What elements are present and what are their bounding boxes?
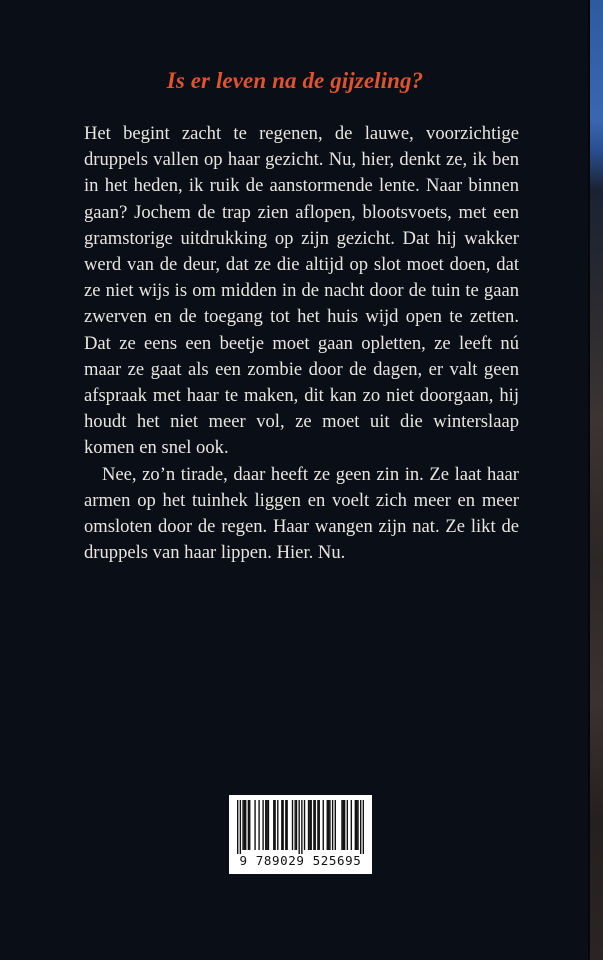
barcode-bar — [351, 800, 352, 850]
barcode-bar — [341, 800, 342, 850]
barcode-bar — [248, 800, 249, 850]
barcode-bar — [296, 800, 297, 850]
barcode-bar — [242, 800, 243, 850]
barcode-bar — [357, 800, 358, 850]
barcode-bar — [282, 800, 283, 850]
barcode-bar — [254, 800, 255, 850]
barcode-bar — [319, 800, 320, 850]
barcode-bar — [237, 800, 238, 854]
barcode-bar — [301, 800, 302, 854]
barcode-bar — [277, 800, 278, 850]
barcode-bar — [328, 800, 329, 850]
barcode-bar — [262, 800, 263, 850]
barcode-bar — [335, 800, 336, 850]
barcode-bar — [343, 800, 344, 850]
front-cover-edge-photo — [590, 0, 603, 960]
barcode-bar — [244, 800, 245, 850]
isbn-digits: 9 789029 525695 — [239, 853, 362, 868]
barcode-bar — [327, 800, 328, 850]
barcode-bar — [245, 800, 246, 850]
barcode-bar — [265, 800, 266, 850]
barcode-bar — [286, 800, 287, 850]
barcode-bar — [355, 800, 356, 850]
barcode-bar — [266, 800, 267, 850]
barcode-bar — [323, 800, 324, 850]
barcode-bar — [363, 800, 364, 854]
blurb-paragraph-2: Nee, zo’n tirade, daar heeft ze geen zin in. Ze laat haar armen op het tuinhek liggen en voelt zich meer en meer omsloten door de regen. Haar wangen zijn nat. Ze likt de druppels van haar lippen. Hier. Nu. — [84, 463, 519, 564]
barcode-bar — [344, 800, 345, 850]
barcode-bar — [294, 800, 295, 850]
barcode-bar — [268, 800, 269, 850]
barcode-bar — [317, 800, 318, 850]
barcode-bar — [273, 800, 274, 850]
barcode-bar — [281, 800, 282, 850]
barcode-bar — [292, 800, 293, 850]
barcode-bar — [356, 800, 357, 850]
barcode-bar — [285, 800, 286, 850]
barcode-bar — [304, 800, 305, 850]
barcode-bar — [309, 800, 310, 850]
barcode-bar — [240, 800, 241, 854]
blurb-paragraph-1: Het begint zacht te regenen, de lauwe, voorzichtige druppels vallen op haar gezicht. Nu, hier, denkt ze, ik ben in het heden, ik ruik de aanstormende lente. Naar binnen gaan? Jochem de trap zien aflopen, blootsvoets, met een gramstorige uitdrukking op zijn gezicht. Dat hij wakker werd van de deur, dat ze die altijd op slot moet doen, dat ze niet wijs is om midden in de nacht door de tuin te gaan zwerven en de toegang tot het huis wijd open te zetten. Dat ze eens een beetje moet gaan opletten, ze leeft nú maar ze gaat als een zombie door de dagen, er valt geen afspraak met haar te maken, dit kan zo niet doorgaan, hij houdt het niet meer vol, ze moet uit die winterslaap komen en snel ook. — [84, 123, 519, 459]
barcode-bar — [308, 800, 309, 850]
isbn-barcode — [229, 795, 372, 874]
barcode-bar — [360, 800, 361, 854]
barcode-bar — [329, 800, 330, 850]
barcode-bar — [258, 800, 259, 850]
barcode-bar — [298, 800, 299, 854]
blurb-text — [84, 121, 519, 566]
barcode-bar — [332, 800, 333, 850]
barcode-bar — [315, 800, 316, 850]
tagline: Is er leven na de gijzeling? — [166, 68, 424, 93]
barcode-bar — [311, 800, 312, 850]
barcode-bar — [347, 800, 348, 850]
barcode-bar — [313, 800, 314, 850]
barcode-bar — [274, 800, 275, 850]
barcode-bars — [237, 800, 364, 854]
barcode-bar — [249, 800, 250, 850]
